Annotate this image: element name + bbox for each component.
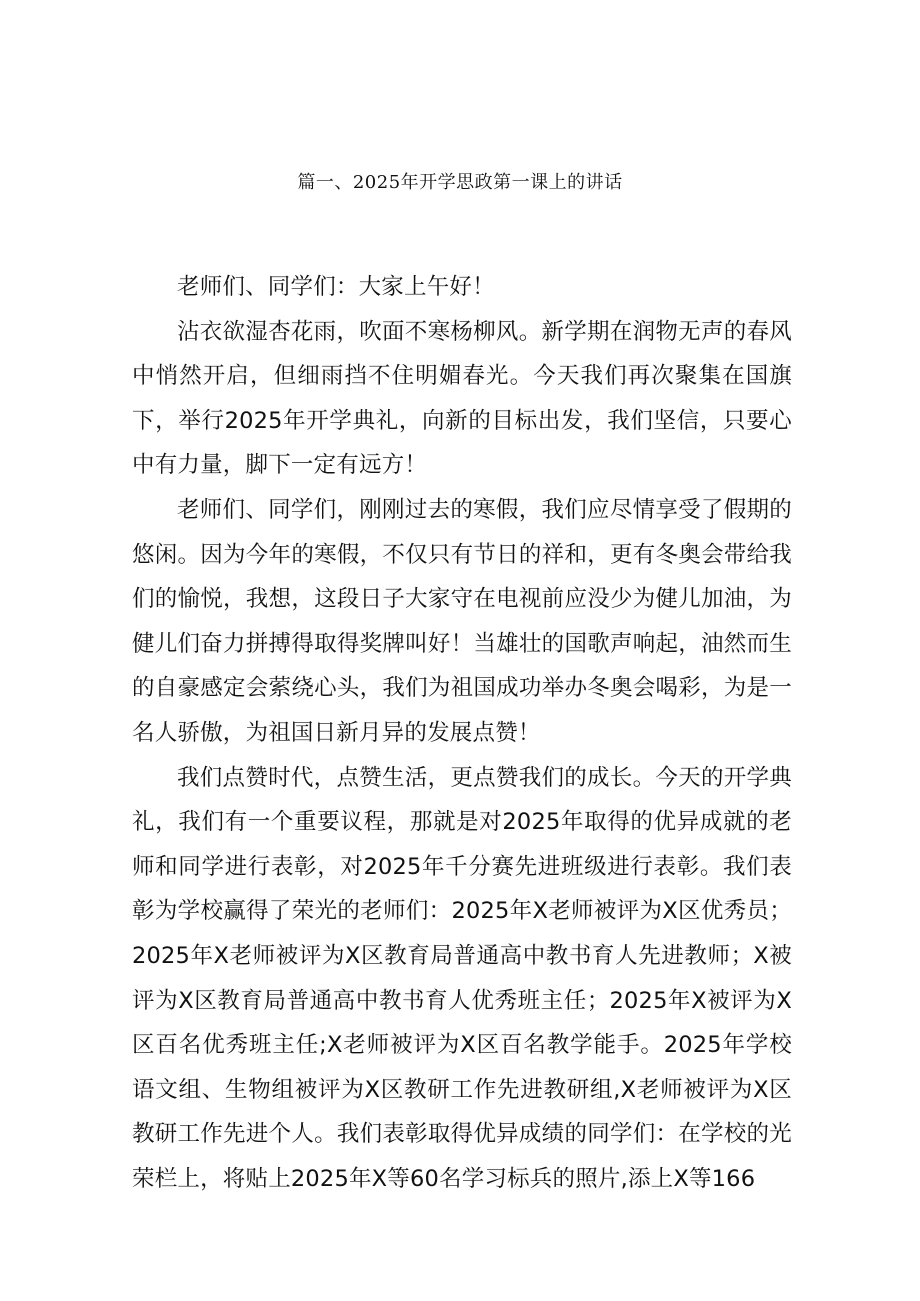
paragraph-opening: 沾衣欲湿杏花雨，吹面不寒杨柳风。新学期在润物无声的春风中悄然开启，但细雨挡不住明媚春光。今天我们再次聚集在国旗下，举行2025年开学典礼，向新的目标出发，我们坚信，只要心中有力量，脚下一定有远方！ — [132, 318, 792, 479]
document-body — [132, 265, 792, 1201]
document-title: 篇一、2025年开学思政第一课上的讲话 — [297, 172, 623, 193]
paragraph-winter-olympics: 老师们、同学们，刚刚过去的寒假，我们应尽情享受了假期的悠闲。因为今年的寒假，不仅只有节日的祥和，更有冬奥会带给我们的愉悦，我想，这段日子大家守在电视前应没少为健儿加油，为健儿们奋力拼搏得取得奖牌叫好！当雄壮的国歌声响起，油然而生的自豪感定会萦绕心头，我们为祖国成功举办冬奥会喝彩，为是一名人骄傲，为祖国日新月异的发展点赞！ — [132, 496, 792, 746]
paragraph-commendation: 我们点赞时代，点赞生活，更点赞我们的成长。今天的开学典礼，我们有一个重要议程，那就是对2025年取得的优异成就的老师和同学进行表彰，对2025年千分赛先进班级进行表彰。我们表彰为学校赢得了荣光的老师们：2025年X老师被评为X区优秀员；2025年X老师被评为X区教育局普通高中教书育人先进教师；X被评为X区教育局普通高中教书育人优秀班主任；2025年X被评为X区百名优秀班主任;X老师被评为X区百名教学能手。2025年学校语文组、生物组被评为X区教研工作先进教研组,X老师被评为X区教研工作先进个人。我们表彰取得优异成绩的同学们：在学校的光荣栏上，将贴上2025年X等60名学习标兵的照片,添上X等166 — [132, 764, 792, 1192]
paragraph-greeting: 老师们、同学们：大家上午好！ — [177, 274, 495, 300]
